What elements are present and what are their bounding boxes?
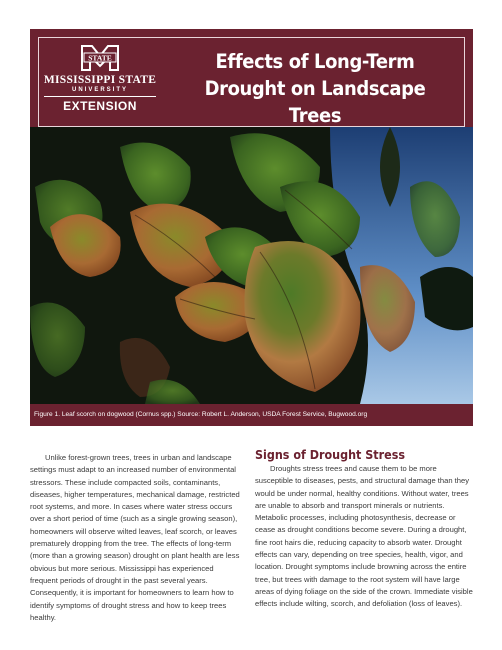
university-name: MISSISSIPPI STATE	[43, 74, 157, 86]
university-label: UNIVERSITY	[71, 87, 128, 93]
dogwood-leaf-scorch-photo	[30, 127, 473, 404]
msu-seal-icon	[78, 44, 122, 72]
section-heading: Signs of Drought Stress	[255, 448, 406, 462]
extension-label: EXTENSION	[63, 99, 137, 113]
section-paragraph: Droughts stress trees and cause them to be more susceptible to diseases, pests, and structural damage than they would be under normal, healthy conditions. Without water, trees are unable to absorb and transport minerals or nutrients. Metabolic processes, including photosynthesis, decrease or cease as drought conditions become severe. During a drought, fine root hairs die, reducing capacity to absorb water. Drought effects can vary, depending on tree species, health, vigor, and location. Drought symptoms include browning across the entire tree, but trees with damage to the root system will have large areas of dying foliage on the side of the crown. Immediate visible effects include wilting, scorch, and defoliation (loss of leaves).	[255, 464, 473, 609]
logo-divider	[44, 96, 156, 97]
figure-caption: Figure 1. Leaf scorch on dogwood (Cornus spp.) Source: Robert L. Anderson, USDA Forest Service, Bugwood.org	[34, 411, 368, 418]
intro-column	[30, 452, 243, 624]
msu-extension-logo	[40, 44, 160, 119]
intro-paragraph: Unlike forest-grown trees, trees in urban and landscape settings must adapt to an increased number of environmental stressors. These include compacted soils, contaminants, diseases, higher temperatures, mechanical damage, restricted root systems, and more. In cases where water stress occurs over a short period of time (such as a single growing season), homeowners will observe wilted leaves, leaf scorch, or leaves prematurely dropping from the tree. The effects of long-term (more than a growing season) drought on plant health are less obvious but more serious. Mississippi has experienced frequent periods of drought in the past several years. Consequently, it is important for homeowners to learn how to identify symptoms of drought stress and how to keep trees healthy.	[30, 453, 240, 622]
seal-text: STATE	[88, 53, 112, 63]
document-title: Effects of Long-Term Drought on Landscape Trees	[204, 50, 426, 127]
signs-section	[255, 447, 473, 611]
